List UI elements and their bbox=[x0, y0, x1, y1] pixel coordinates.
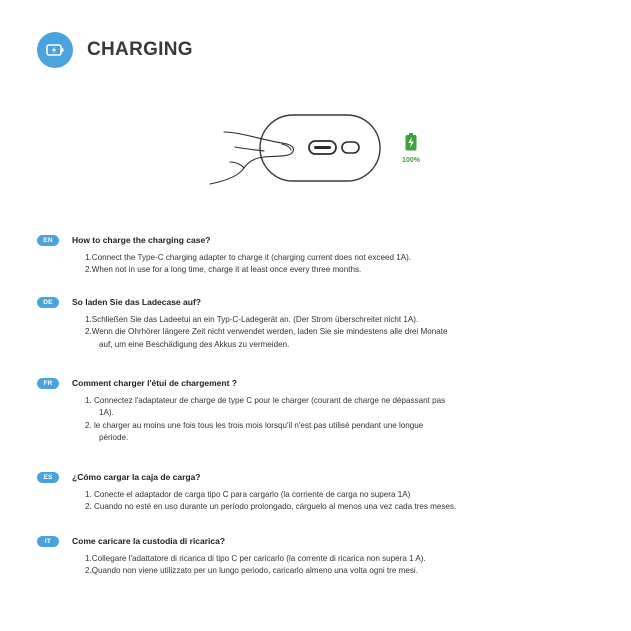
page-header bbox=[37, 32, 193, 68]
instruction-line: 1. Connectez l'adaptateur de charge de type C pour le charger (courant de charge ne dépassant pas bbox=[85, 396, 446, 405]
section-title-it: Come caricare la custodia di ricarica? bbox=[72, 536, 226, 546]
section-fr bbox=[37, 376, 582, 445]
section-title-en: How to charge the charging case? bbox=[72, 235, 211, 245]
language-badge-it: IT bbox=[37, 536, 59, 547]
battery-indicator bbox=[398, 133, 424, 164]
section-title-fr: Comment charger l'étui de chargement ? bbox=[72, 378, 237, 388]
language-badge-de: DE bbox=[37, 297, 59, 308]
language-badge-en: EN bbox=[37, 235, 59, 246]
section-title-es: ¿Cómo cargar la caja de carga? bbox=[72, 472, 201, 482]
instruction-line: 2.When not in use for a long time, charge it at least once every three months. bbox=[85, 265, 362, 275]
instruction-line: 1.Schließen Sie das Ladeetui an ein Typ-C-Ladegerät an. (Der Strom überschreitet nicht 1A). bbox=[85, 315, 419, 324]
section-en bbox=[37, 233, 582, 277]
battery-percentage: 100% bbox=[402, 157, 420, 164]
section-it bbox=[37, 534, 582, 578]
page-title: CHARGING bbox=[87, 39, 193, 60]
instruction-line: 2. Cuando no esté en uso durante un período prolongado, cárguelo al menos una vez cada tres meses. bbox=[85, 502, 457, 512]
instruction-line: 2.Wenn die Ohrhörer längere Zeit nicht verwendet werden, laden Sie sie mindestens alle drei Monate bbox=[85, 327, 448, 337]
battery-full-icon bbox=[405, 133, 417, 151]
instruction-line: auf, um eine Beschädigung des Akkus zu vermeiden. bbox=[99, 339, 290, 349]
section-de bbox=[37, 295, 582, 351]
instruction-line: 2. le charger au moins une fois tous les trois mois lorsqu'il n'est pas utilisé pendant une longue bbox=[85, 420, 424, 430]
section-title-de: So laden Sie das Ladecase auf? bbox=[72, 297, 201, 307]
instruction-line: 1.Collegare l'adattatore di ricarica di tipo C per caricarlo (la corrente di ricarica non supera 1 A). bbox=[85, 554, 426, 563]
section-es bbox=[37, 470, 582, 514]
instruction-line: 1. Conecte el adaptador de carga tipo C para cargarlo (la corriente de carga no supera 1A) bbox=[85, 490, 411, 499]
instruction-line: 1A). bbox=[99, 408, 114, 418]
battery-charging-icon bbox=[37, 32, 73, 68]
language-badge-fr: FR bbox=[37, 378, 59, 389]
instruction-line: période. bbox=[99, 433, 129, 443]
instruction-line: 2.Quando non viene utilizzato per un lungo periodo, caricarlo almeno una volta ogni tre mesi. bbox=[85, 566, 418, 576]
instruction-line: 1.Connect the Type-C charging adapter to charge it (charging current does not exceed 1A). bbox=[85, 253, 412, 262]
language-badge-es: ES bbox=[37, 472, 59, 483]
